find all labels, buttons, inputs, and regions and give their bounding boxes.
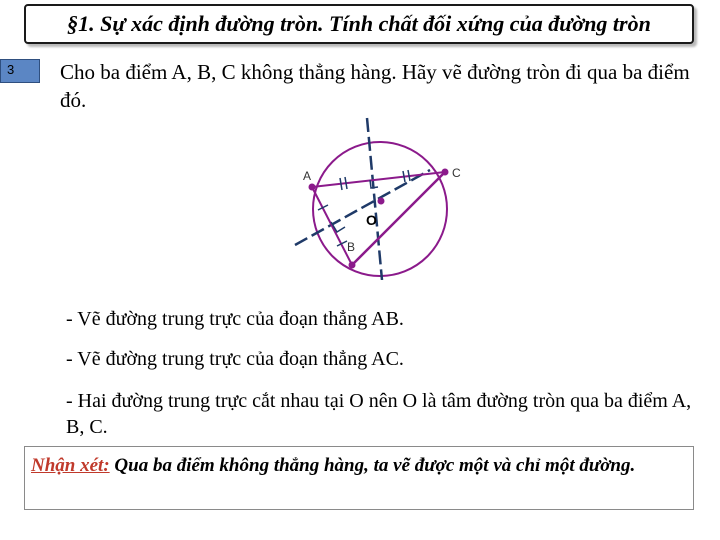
remark-label: Nhận xét:: [31, 455, 110, 476]
label-b: B: [347, 240, 356, 254]
step-3: - Hai đường trung trực cắt nhau tại O nên O là tâm đường tròn qua ba điểm A, B, C.: [66, 390, 692, 438]
geometry-figure: [285, 110, 485, 280]
point-c: [442, 169, 449, 176]
point-a: [309, 184, 316, 191]
segment-ac: [312, 172, 445, 187]
point-o: [378, 198, 385, 205]
section-title: §1. Sự xác định đường tròn. Tính chất đối xứng của đường tròn: [24, 4, 694, 44]
exercise-prompt: Cho ba điểm A, B, C không thẳng hàng. Hãy vẽ đường tròn đi qua ba điểm đó.: [60, 60, 690, 112]
point-b: [349, 262, 356, 269]
remark-box: [24, 446, 694, 510]
segment-ab: [312, 187, 352, 265]
tick-mark: [403, 171, 405, 182]
label-o: O: [366, 212, 377, 228]
label-c: C: [452, 166, 461, 180]
exercise-number-badge: 3: [0, 59, 40, 83]
tick-mark: [340, 178, 342, 190]
step-2: - Vẽ đường trung trực của đoạn thẳng AC.: [66, 348, 404, 370]
label-a: A: [303, 169, 312, 183]
remark-text: Qua ba điểm không thẳng hàng, ta vẽ được một và chỉ một đường.: [114, 455, 636, 476]
tick-mark: [408, 170, 410, 181]
tick-mark: [345, 177, 347, 189]
step-1: - Vẽ đường trung trực của đoạn thẳng AB.: [66, 308, 404, 330]
